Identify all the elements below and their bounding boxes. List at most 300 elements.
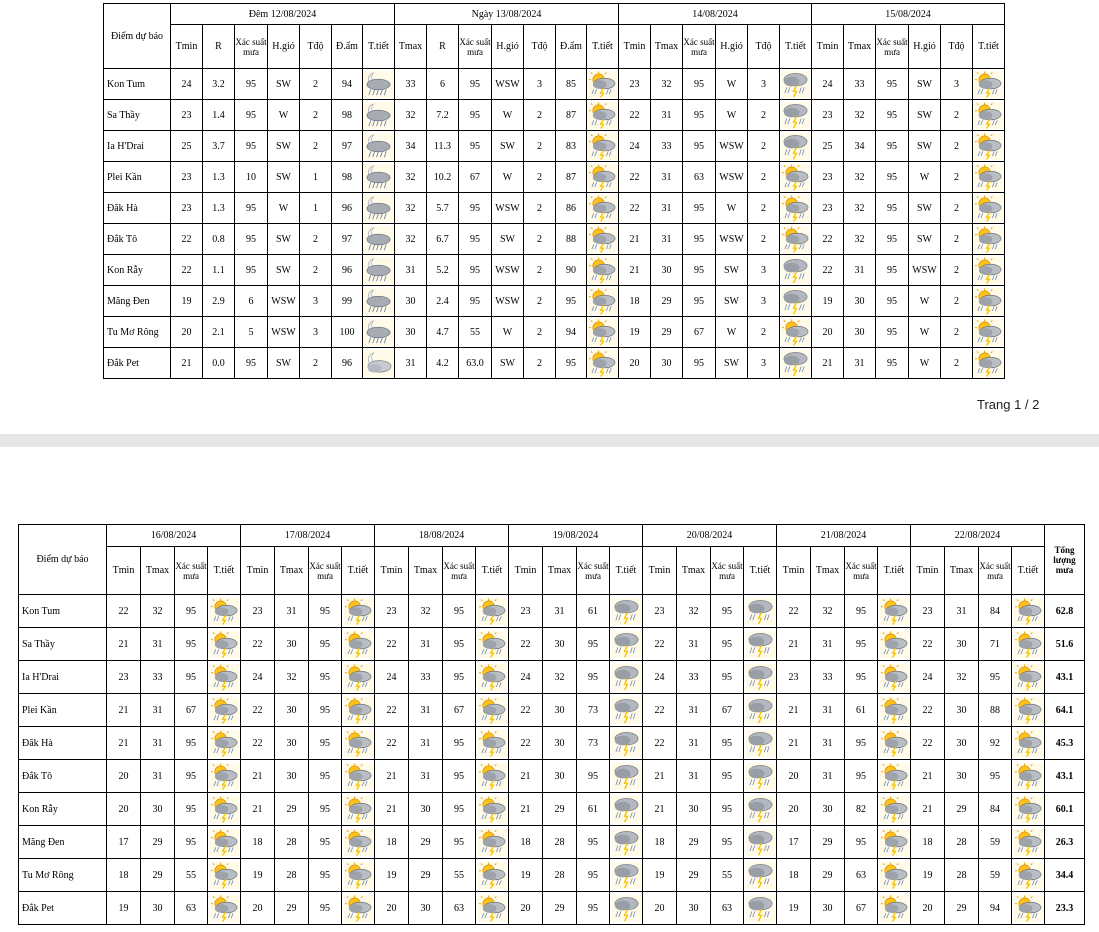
data-cell: 2 — [941, 317, 973, 348]
data-cell: 95 — [459, 224, 492, 255]
data-cell: 31 — [811, 628, 845, 661]
location-name: Tu Mơ Rông — [19, 859, 107, 892]
weather-cell — [973, 100, 1005, 131]
storm-icon — [612, 704, 641, 715]
storm-icon — [746, 902, 775, 913]
data-cell: 22 — [812, 224, 844, 255]
night-rain-icon — [364, 233, 393, 244]
data-cell: 31 — [275, 595, 309, 628]
data-cell: W — [909, 286, 941, 317]
data-cell: 21 — [777, 628, 811, 661]
table-row — [104, 317, 1005, 348]
weather-cell — [878, 694, 911, 727]
location-name: Kon Rẫy — [104, 255, 171, 286]
table-row — [104, 348, 1005, 379]
data-cell: WSW — [268, 286, 300, 317]
sun-storm-icon — [588, 357, 617, 368]
data-cell: 30 — [141, 793, 175, 826]
day-header: 15/08/2024 — [812, 4, 1005, 25]
column-header: H.gió — [716, 25, 748, 69]
data-cell: 2 — [524, 193, 556, 224]
data-cell: 95 — [845, 595, 878, 628]
weather-cell — [610, 628, 643, 661]
column-header: Xác suất mưa — [711, 547, 744, 595]
data-cell: 100 — [332, 317, 363, 348]
data-cell: 24 — [171, 69, 203, 100]
table-row — [104, 69, 1005, 100]
data-cell: 23 — [911, 595, 945, 628]
weather-cell — [587, 255, 619, 286]
data-cell: 32 — [395, 162, 427, 193]
data-cell: 94 — [556, 317, 587, 348]
column-header: T.tiết — [744, 547, 777, 595]
column-header: Xác suất mưa — [459, 25, 492, 69]
data-cell: 22 — [911, 628, 945, 661]
data-cell: 95 — [175, 760, 208, 793]
sun-storm-icon — [210, 803, 239, 814]
sun-storm-icon — [1014, 770, 1043, 781]
data-cell: 31 — [395, 348, 427, 379]
data-cell: 20 — [375, 892, 409, 925]
total-rain-cell: 34.4 — [1045, 859, 1085, 892]
weather-cell — [780, 69, 812, 100]
column-header: Tmin — [241, 547, 275, 595]
column-header: Xác suất mưa — [235, 25, 268, 69]
data-cell: 31 — [651, 100, 683, 131]
data-cell: W — [909, 348, 941, 379]
weather-cell — [363, 255, 395, 286]
data-cell: 6 — [235, 286, 268, 317]
sun-storm-icon — [781, 233, 810, 244]
data-cell: 31 — [945, 595, 979, 628]
data-cell: 95 — [683, 193, 716, 224]
data-cell: 21 — [643, 793, 677, 826]
column-header: Tmax — [811, 547, 845, 595]
weather-cell — [342, 760, 375, 793]
data-cell: 95 — [309, 661, 342, 694]
data-cell: WSW — [716, 162, 748, 193]
data-cell: 31 — [677, 628, 711, 661]
data-cell: 29 — [275, 793, 309, 826]
weather-cell — [973, 224, 1005, 255]
column-header: Tđộ — [941, 25, 973, 69]
data-cell: 3.2 — [203, 69, 235, 100]
sun-storm-icon — [1014, 638, 1043, 649]
data-cell: 73 — [577, 727, 610, 760]
data-cell: 95 — [459, 193, 492, 224]
data-cell: 17 — [777, 826, 811, 859]
weather-cell — [744, 727, 777, 760]
data-cell: 2 — [524, 162, 556, 193]
data-cell: 95 — [235, 100, 268, 131]
data-cell: 23 — [171, 162, 203, 193]
data-cell: 67 — [845, 892, 878, 925]
sun-storm-icon — [974, 109, 1003, 120]
data-cell: 31 — [543, 595, 577, 628]
weather-cell — [878, 826, 911, 859]
data-cell: 1.3 — [203, 162, 235, 193]
column-header: Tmin — [375, 547, 409, 595]
weather-cell — [587, 131, 619, 162]
sun-storm-icon — [588, 202, 617, 213]
data-cell: 2 — [748, 162, 780, 193]
data-cell: 31 — [844, 255, 876, 286]
data-cell: 95 — [459, 255, 492, 286]
data-cell: 22 — [375, 628, 409, 661]
day-header: 17/08/2024 — [241, 525, 375, 547]
weather-cell — [610, 826, 643, 859]
data-cell: 28 — [543, 859, 577, 892]
data-cell: 20 — [171, 317, 203, 348]
data-cell: 3 — [524, 69, 556, 100]
sun-storm-icon — [210, 869, 239, 880]
sun-storm-icon — [478, 605, 507, 616]
data-cell: 2 — [748, 317, 780, 348]
data-cell: 3 — [941, 69, 973, 100]
data-cell: 95 — [876, 162, 909, 193]
weather-cell — [363, 224, 395, 255]
data-cell: 90 — [556, 255, 587, 286]
storm-icon — [746, 869, 775, 880]
table-row — [19, 859, 1085, 892]
column-header: T.tiết — [342, 547, 375, 595]
sun-storm-icon — [210, 605, 239, 616]
data-cell: 96 — [332, 193, 363, 224]
data-cell: 97 — [332, 131, 363, 162]
data-cell: 95 — [309, 760, 342, 793]
table-row — [19, 760, 1085, 793]
table-row — [104, 193, 1005, 224]
data-cell: 95 — [683, 224, 716, 255]
data-cell: 95 — [175, 826, 208, 859]
data-cell: 2 — [524, 348, 556, 379]
weather-cell — [610, 793, 643, 826]
data-cell: 32 — [677, 595, 711, 628]
sun-storm-icon — [344, 737, 373, 748]
storm-icon — [612, 671, 641, 682]
sun-storm-icon — [1014, 869, 1043, 880]
weather-cell — [342, 595, 375, 628]
data-cell: WSW — [492, 255, 524, 286]
weather-cell — [780, 131, 812, 162]
data-cell: 22 — [241, 694, 275, 727]
data-cell: 21 — [375, 760, 409, 793]
weather-cell — [780, 100, 812, 131]
data-cell: 32 — [844, 193, 876, 224]
weather-cell — [476, 595, 509, 628]
data-cell: SW — [716, 348, 748, 379]
data-cell: 22 — [509, 628, 543, 661]
sun-storm-icon — [210, 770, 239, 781]
sun-storm-icon — [1014, 836, 1043, 847]
data-cell: 29 — [945, 892, 979, 925]
storm-icon — [746, 704, 775, 715]
data-cell: 2 — [748, 224, 780, 255]
data-cell: 95 — [235, 193, 268, 224]
location-header: Điểm dự báo — [19, 525, 107, 595]
data-cell: W — [909, 162, 941, 193]
data-cell: 95 — [309, 826, 342, 859]
data-cell: 22 — [777, 595, 811, 628]
table-row — [19, 694, 1085, 727]
data-cell: 32 — [844, 100, 876, 131]
data-cell: 31 — [409, 628, 443, 661]
column-header: Tmin — [911, 547, 945, 595]
data-cell: 2 — [300, 69, 332, 100]
weather-cell — [476, 892, 509, 925]
data-cell: 32 — [395, 100, 427, 131]
sun-storm-icon — [344, 638, 373, 649]
data-cell: 32 — [844, 162, 876, 193]
data-cell: WSW — [492, 69, 524, 100]
weather-cell — [208, 628, 241, 661]
data-cell: 95 — [235, 255, 268, 286]
data-cell: 30 — [945, 694, 979, 727]
day-header: 18/08/2024 — [375, 525, 509, 547]
data-cell: 95 — [309, 727, 342, 760]
data-cell: 24 — [509, 661, 543, 694]
weather-cell — [363, 348, 395, 379]
table-row — [104, 255, 1005, 286]
weather-cell — [208, 694, 241, 727]
data-cell: 31 — [811, 727, 845, 760]
column-header: Tmax — [651, 25, 683, 69]
total-rain-cell: 26.3 — [1045, 826, 1085, 859]
weather-cell — [208, 793, 241, 826]
data-cell: 32 — [275, 661, 309, 694]
data-cell: 30 — [811, 892, 845, 925]
data-cell: 71 — [979, 628, 1012, 661]
data-cell: 96 — [332, 348, 363, 379]
data-cell: 19 — [911, 859, 945, 892]
weather-cell — [363, 193, 395, 224]
data-cell: 95 — [235, 131, 268, 162]
sun-storm-icon — [974, 202, 1003, 213]
sun-storm-icon — [588, 233, 617, 244]
weather-cell — [476, 661, 509, 694]
data-cell: 30 — [844, 317, 876, 348]
data-cell: 30 — [811, 793, 845, 826]
sun-storm-icon — [974, 326, 1003, 337]
data-cell: 2 — [524, 255, 556, 286]
night-cloud-icon — [364, 357, 393, 368]
storm-icon — [612, 869, 641, 880]
total-rain-cell: 60.1 — [1045, 793, 1085, 826]
storm-icon — [746, 803, 775, 814]
location-name: Kon Tum — [19, 595, 107, 628]
location-name: Măng Đen — [104, 286, 171, 317]
data-cell: 61 — [577, 595, 610, 628]
data-cell: 32 — [395, 193, 427, 224]
data-cell: 25 — [171, 131, 203, 162]
data-cell: 33 — [811, 661, 845, 694]
data-cell: 95 — [556, 286, 587, 317]
weather-cell — [878, 661, 911, 694]
column-header: Tmin — [171, 25, 203, 69]
data-cell: 88 — [556, 224, 587, 255]
data-cell: 67 — [443, 694, 476, 727]
day-header: Đêm 12/08/2024 — [171, 4, 395, 25]
sun-storm-icon — [344, 671, 373, 682]
data-cell: W — [268, 193, 300, 224]
data-cell: 84 — [979, 793, 1012, 826]
data-cell: 95 — [556, 348, 587, 379]
weather-cell — [363, 286, 395, 317]
data-cell: 95 — [443, 760, 476, 793]
sun-storm-icon — [344, 770, 373, 781]
location-name: Ia H'Drai — [19, 661, 107, 694]
data-cell: 18 — [911, 826, 945, 859]
forecast-table-page1 — [103, 3, 1005, 379]
data-cell: 31 — [677, 727, 711, 760]
sun-storm-icon — [588, 295, 617, 306]
location-name: Đắk Pet — [104, 348, 171, 379]
data-cell: 95 — [683, 286, 716, 317]
data-cell: 2 — [524, 224, 556, 255]
sun-storm-icon — [974, 78, 1003, 89]
data-cell: 28 — [275, 826, 309, 859]
data-cell: 31 — [409, 694, 443, 727]
data-cell: 22 — [509, 727, 543, 760]
data-cell: SW — [909, 131, 941, 162]
data-cell: 18 — [375, 826, 409, 859]
weather-cell — [780, 193, 812, 224]
data-cell: 95 — [577, 661, 610, 694]
data-cell: 18 — [643, 826, 677, 859]
location-name: Măng Đen — [19, 826, 107, 859]
data-cell: 84 — [979, 595, 1012, 628]
data-cell: 1.1 — [203, 255, 235, 286]
column-header: H.gió — [909, 25, 941, 69]
weather-cell — [208, 661, 241, 694]
data-cell: 67 — [459, 162, 492, 193]
data-cell: 21 — [911, 760, 945, 793]
weather-cell — [342, 661, 375, 694]
data-cell: 20 — [911, 892, 945, 925]
data-cell: 31 — [811, 760, 845, 793]
weather-cell — [1012, 727, 1045, 760]
data-cell: 21 — [643, 760, 677, 793]
data-cell: 95 — [309, 694, 342, 727]
data-cell: 21 — [107, 694, 141, 727]
column-header: T.tiết — [610, 547, 643, 595]
data-cell: WSW — [492, 286, 524, 317]
data-cell: 20 — [107, 760, 141, 793]
weather-cell — [744, 595, 777, 628]
column-header: Tđộ — [524, 25, 556, 69]
data-cell: 95 — [876, 317, 909, 348]
data-cell: 61 — [577, 793, 610, 826]
data-cell: 31 — [141, 727, 175, 760]
weather-cell — [744, 892, 777, 925]
data-cell: 59 — [979, 826, 1012, 859]
data-cell: W — [716, 69, 748, 100]
column-header: Xác suất mưa — [683, 25, 716, 69]
data-cell: 33 — [141, 661, 175, 694]
table-row — [104, 100, 1005, 131]
data-cell: 10.2 — [427, 162, 459, 193]
weather-cell — [476, 628, 509, 661]
data-cell: 29 — [811, 859, 845, 892]
data-cell: 19 — [375, 859, 409, 892]
data-cell: 85 — [556, 69, 587, 100]
data-cell: 20 — [241, 892, 275, 925]
data-cell: 95 — [683, 100, 716, 131]
data-cell: WSW — [716, 224, 748, 255]
column-header: T.tiết — [363, 25, 395, 69]
storm-icon — [612, 836, 641, 847]
data-cell: 20 — [777, 793, 811, 826]
data-cell: 95 — [845, 727, 878, 760]
storm-icon — [612, 803, 641, 814]
data-cell: 95 — [443, 628, 476, 661]
data-cell: 22 — [171, 224, 203, 255]
column-header: Tmax — [844, 25, 876, 69]
sun-storm-icon — [210, 902, 239, 913]
weather-cell — [780, 162, 812, 193]
data-cell: 2 — [941, 348, 973, 379]
data-cell: 34 — [844, 131, 876, 162]
data-cell: 20 — [812, 317, 844, 348]
data-cell: 24 — [375, 661, 409, 694]
table-row — [19, 628, 1085, 661]
data-cell: 3 — [748, 286, 780, 317]
column-header: Tmax — [395, 25, 427, 69]
data-cell: 30 — [141, 892, 175, 925]
day-header: 14/08/2024 — [619, 4, 812, 25]
data-cell: 19 — [171, 286, 203, 317]
page-indicator: Trang 1 / 2 — [977, 397, 1040, 412]
weather-cell — [342, 892, 375, 925]
weather-cell — [973, 286, 1005, 317]
data-cell: 0.8 — [203, 224, 235, 255]
location-header: Điểm dự báo — [104, 4, 171, 69]
storm-icon — [612, 902, 641, 913]
data-cell: 30 — [945, 760, 979, 793]
storm-icon — [781, 295, 810, 306]
forecast-table-page2 — [18, 524, 1085, 925]
sun-storm-icon — [880, 902, 909, 913]
data-cell: 29 — [811, 826, 845, 859]
data-cell: 28 — [275, 859, 309, 892]
data-cell: WSW — [268, 317, 300, 348]
weather-cell — [610, 661, 643, 694]
data-cell: SW — [268, 224, 300, 255]
data-cell: 22 — [812, 255, 844, 286]
sun-storm-icon — [1014, 803, 1043, 814]
data-cell: 31 — [141, 760, 175, 793]
data-cell: 95 — [711, 760, 744, 793]
data-cell: 3 — [300, 286, 332, 317]
data-cell: 2 — [524, 131, 556, 162]
data-cell: W — [716, 193, 748, 224]
data-cell: 18 — [619, 286, 651, 317]
data-cell: 20 — [643, 892, 677, 925]
data-cell: 24 — [619, 131, 651, 162]
data-cell: 22 — [619, 162, 651, 193]
data-cell: 23 — [107, 661, 141, 694]
data-cell: 29 — [141, 826, 175, 859]
storm-icon — [612, 737, 641, 748]
data-cell: 98 — [332, 162, 363, 193]
weather-cell — [476, 826, 509, 859]
data-cell: 5.2 — [427, 255, 459, 286]
weather-cell — [208, 727, 241, 760]
data-cell: 19 — [509, 859, 543, 892]
table-row — [19, 727, 1085, 760]
weather-cell — [878, 760, 911, 793]
data-cell: 3.7 — [203, 131, 235, 162]
